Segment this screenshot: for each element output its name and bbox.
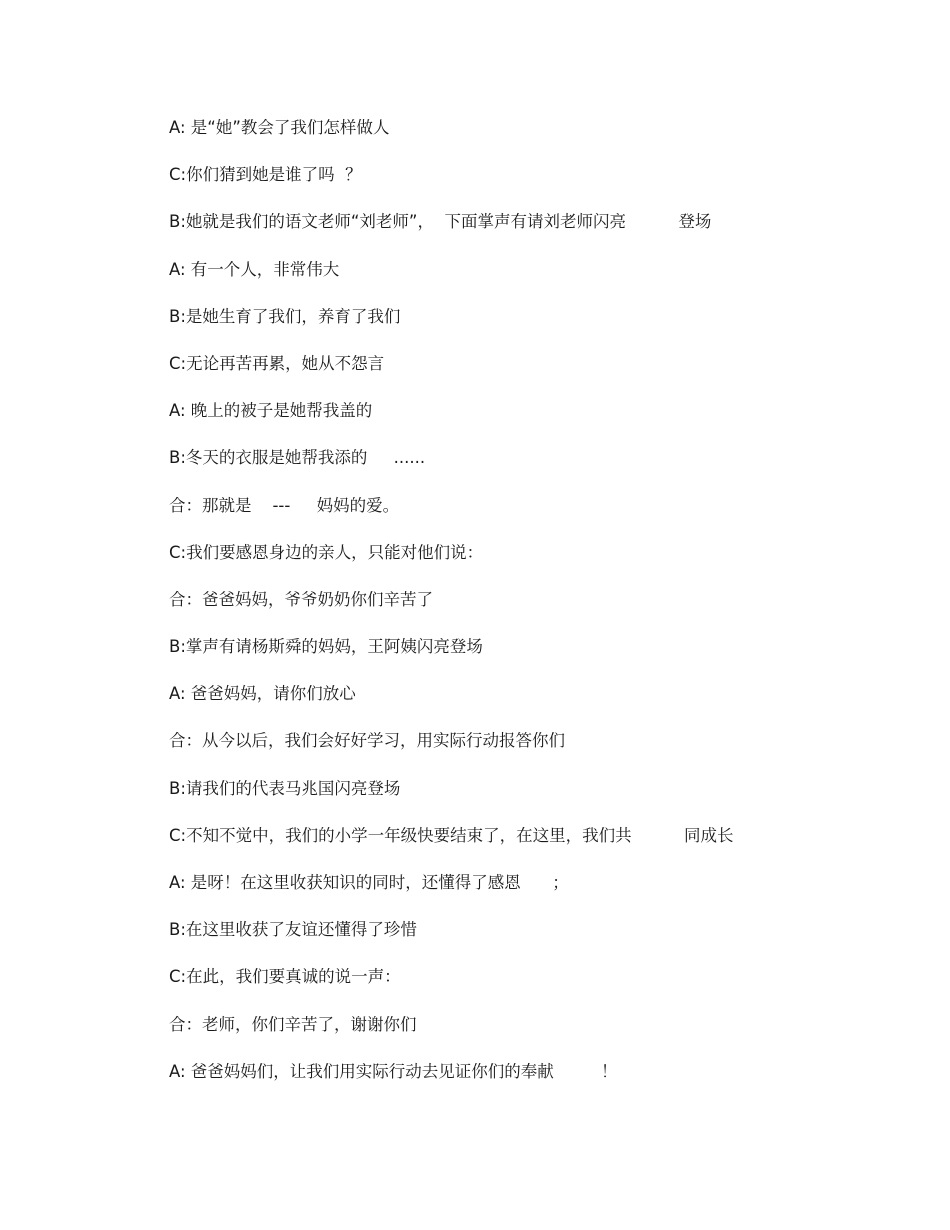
script-line: C:无论再苦再累，她从不怨言 — [169, 353, 385, 373]
script-line: B:是她生育了我们，养育了我们 — [169, 306, 401, 326]
script-line: B:在这里收获了友谊还懂得了珍惜 — [169, 920, 417, 940]
script-line: 合：爸爸妈妈，爷爷奶奶你们辛苦了 — [169, 589, 433, 609]
script-line: B:冬天的衣服是她帮我添的 ...... — [169, 448, 426, 468]
script-line: A: 有一个人，非常伟大 — [169, 259, 340, 279]
script-line: 合：老师，你们辛苦了，谢谢你们 — [169, 1014, 417, 1034]
script-line: A: 爸爸妈妈们，让我们用实际行动去见证你们的奉献 ！ — [169, 1061, 618, 1081]
script-lines — [169, 115, 909, 1106]
script-line: A: 晚上的被子是她帮我盖的 — [169, 401, 373, 421]
script-line: A: 是“她”教会了我们怎样做人 — [169, 118, 390, 137]
script-line: C:不知不觉中，我们的小学一年级快要结束了，在这里，我们共 同成长 — [169, 825, 734, 845]
script-line: B:掌声有请杨斯舜的妈妈，王阿姨闪亮登场 — [169, 637, 483, 657]
script-line: 合：从今以后，我们会好好学习，用实际行动报答你们 — [169, 731, 565, 751]
script-line: A: 爸爸妈妈，请你们放心 — [169, 684, 356, 704]
script-line: C:你们猜到她是谁了吗 ？ — [169, 165, 362, 185]
script-line: C:我们要感恩身边的亲人，只能对他们说： — [169, 542, 484, 562]
script-line: B:请我们的代表马兆国闪亮登场 — [169, 778, 401, 798]
script-line: C:在此，我们要真诚的说一声： — [169, 967, 401, 987]
script-line: B:她就是我们的语文老师“刘老师”， 下面掌声有请刘老师闪亮 登场 — [169, 212, 712, 232]
script-line: 合：那就是 --- 妈妈的爱。 — [169, 495, 400, 515]
script-line: A: 是呀！在这里收获知识的同时，还懂得了感恩 ； — [169, 873, 569, 892]
